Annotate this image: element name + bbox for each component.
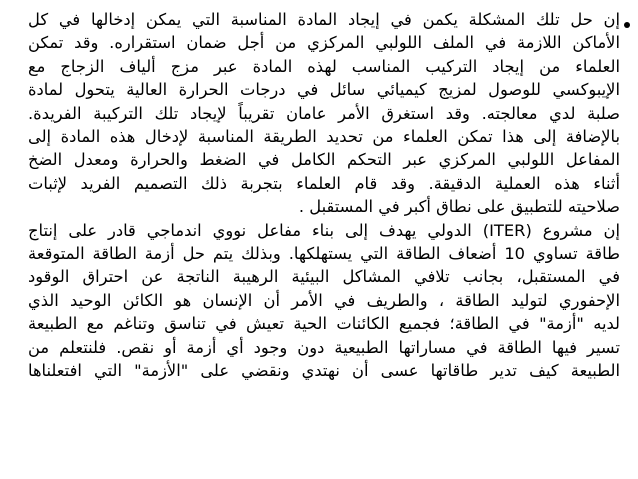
paragraph-line: صلبة لدي معالجته. وقد استغرق الأمر عامان تقريباً لإيجاد تلك التركيبة الفريدة. [28, 103, 620, 123]
paragraph-line: أثناء هذه العملية الدقيقة. وقد قام العلماء بتجربة ذلك التصميم الفريد لإثبات [28, 173, 620, 193]
paragraph-line: إن حل تلك المشكلة يكمن في إيجاد المادة المناسبة التي يمكن إدخالها في كل [28, 10, 620, 29]
paragraph-line: العلماء من إيجاد التركيب المناسب لهذه المادة عبر مزج ألياف الزجاج مع [28, 56, 620, 76]
paragraph-line: بالإضافة إلى هذا تمكن العلماء من تحديد الطريقة المناسبة لإدخال هذه المادة إلى [28, 127, 620, 147]
paragraph-line: المفاعل اللولبي المركزي عبر التحكم الكامل في الضغط والحرارة ومعدل الضخ [28, 150, 620, 170]
paragraph-line: الطبيعة كيف تدير طاقاتها عسى أن نهتدي ونقضي على "الأزمة" التي افتعلناها [28, 361, 620, 381]
paragraph-line: إن مشروع (ITER) الدولي يهدف إلى بناء مفاعل نووي اندماجي قادر على إنتاج [28, 220, 620, 240]
paragraph-line: في المستقبل، بجانب تلافي المشاكل البيئية الرهيبة الناتجة عن احتراق الوقود [28, 267, 620, 287]
paragraph-line: لديه "أزمة" في الطاقة؛ فجميع الكائنات الحية تعيش في تناسق وتناغم مع الطبيعة [28, 314, 620, 334]
paragraph-line: تسير فيها الطاقة في مساراتها الطبيعية دون وجود أي أزمة أو نقص. فلنتعلم من [28, 337, 620, 357]
paragraph-line: الإحفوري لتوليد الطاقة ، والطريف في الأمر أن الإنسان هو الكائن الوحيد الذي [28, 290, 620, 310]
paragraph-line: الأماكن اللازمة في الملف اللولبي المركزي من أجل ضمان استقراره. وقد تمكن [28, 33, 620, 53]
paragraph-line: الإيبوكسي للوصول لمزيج كيميائي سائل في درجات الحرارة العالية يتحول لمادة [28, 80, 620, 100]
bullet-dot-icon [624, 22, 630, 28]
paragraph-line: صلاحيته للتطبيق على نطاق أكبر في المستقبل . [298, 197, 620, 217]
paragraph-line: طاقة تساوي 10 أضعاف الطاقة التي يستهلكها. وبذلك يتم حل أزمة الطاقة المتوقعة [28, 244, 620, 264]
bullet-paragraph [28, 8, 620, 383]
